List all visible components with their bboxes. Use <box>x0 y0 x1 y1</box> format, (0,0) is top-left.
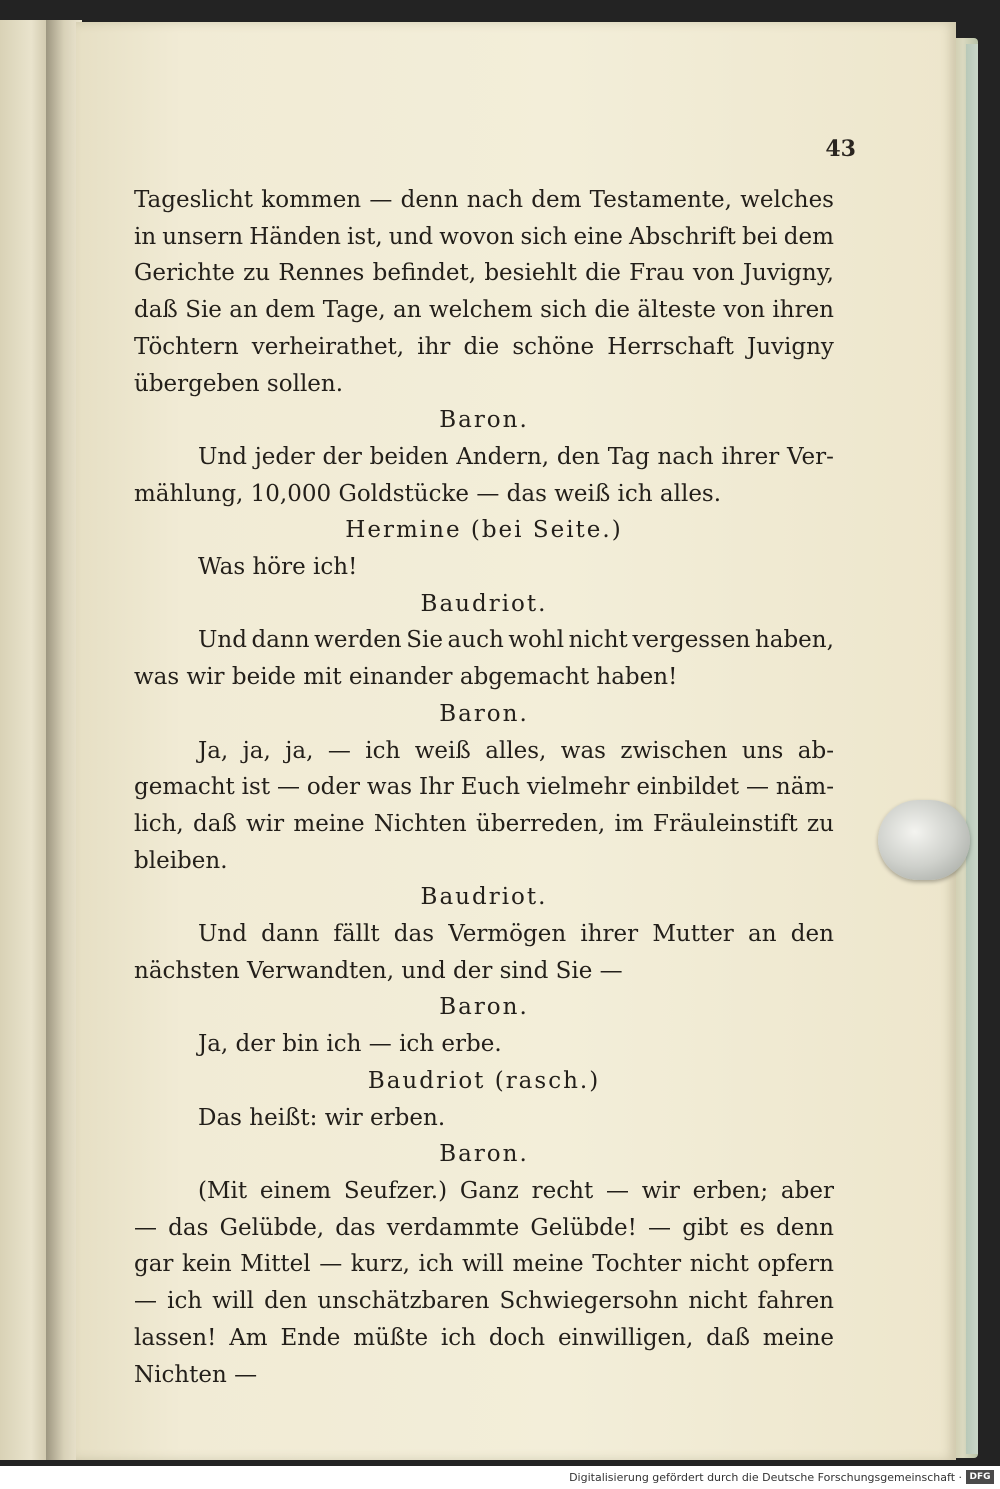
speaker-name: Baron. <box>439 407 529 434</box>
speaker-name: Baudriot. <box>420 884 548 911</box>
text-line: Tageslicht kommen — denn nach dem Testamente, welches <box>134 187 834 213</box>
text-line: Töchtern verheirathet, ihr die schöne Herrschaft Juvigny <box>134 333 834 360</box>
text-line: daß Sie an dem Tage, an welchem sich die älteste von ihren <box>134 297 834 324</box>
left-page-edge <box>0 20 52 1460</box>
text-line: übergeben sollen. <box>134 370 344 397</box>
text-line: Ja, ja, ja, — ich weiß alles, was zwischen uns ab- <box>198 737 834 764</box>
text-line: (Mit einem Seufzer.) Ganz recht — wir erben; aber <box>198 1177 834 1204</box>
text-line: was wir beide mit einander abgemacht haben! <box>134 664 678 691</box>
text-line: Und jeder der beiden Andern, den Tag nach ihrer Ver- <box>198 443 834 470</box>
text-line: gar kein Mittel — kurz, ich will meine Tochter nicht opfern <box>134 1251 834 1278</box>
text-line: Ja, der bin ich — ich erbe. <box>198 1031 502 1058</box>
text-line: — das Gelübde, das verdammte Gelübde! — gibt es denn <box>134 1214 834 1241</box>
footer-credit: Digitalisierung gefördert durch die Deutsche Forschungsgemeinschaft · <box>569 1471 962 1484</box>
page-body-text <box>134 182 834 1393</box>
dfg-logo: DFG <box>966 1470 994 1484</box>
speaker-name: Baudriot (rasch.) <box>367 1067 601 1094</box>
text-line: bleiben. <box>134 847 228 874</box>
page-clip <box>878 800 970 880</box>
speaker-name: Baudriot. <box>420 590 548 617</box>
text-line: Nichten — <box>134 1361 258 1388</box>
text-line: Was höre ich! <box>198 554 358 581</box>
speaker-name: Hermine (bei Seite.) <box>345 517 623 544</box>
text-line: Und dann werden Sie auch wohl nicht vergessen haben, <box>198 627 834 654</box>
text-line: in unsern Händen ist, und wovon sich eine Abschrift bei dem <box>134 223 834 250</box>
text-line: Das heißt: wir erben. <box>198 1104 446 1131</box>
speaker-name: Baron. <box>439 994 529 1021</box>
text-line: gemacht ist — oder was Ihr Euch vielmehr einbildet — näm- <box>134 774 834 801</box>
page-number: 43 <box>825 136 856 162</box>
page-edge-inner <box>966 44 978 1454</box>
speaker-name: Baron. <box>439 1141 529 1168</box>
text-line: — ich will den unschätzbaren Schwiegersohn nicht fahren <box>134 1288 834 1315</box>
text-line: Gerichte zu Rennes befindet, besiehlt die Frau von Juvigny, <box>134 260 834 287</box>
text-line: lassen! Am Ende müßte ich doch einwilligen, daß meine <box>134 1324 834 1351</box>
footer-bar <box>0 1466 1000 1489</box>
text-line: nächsten Verwandten, und der sind Sie — <box>134 957 623 984</box>
speaker-name: Baron. <box>439 700 529 727</box>
text-line: lich, daß wir meine Nichten überreden, im Fräuleinstift zu <box>134 810 834 837</box>
text-line: mählung, 10,000 Goldstücke — das weiß ich alles. <box>134 480 722 507</box>
text-line: Und dann fällt das Vermögen ihrer Mutter an den <box>198 921 834 948</box>
